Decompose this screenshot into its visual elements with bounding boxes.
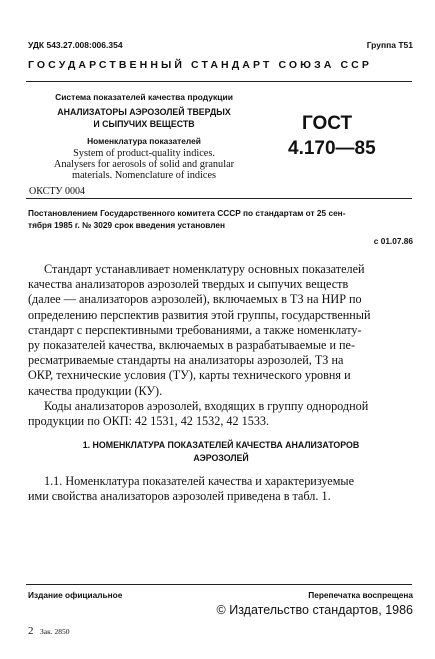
text-line: определению перспектив развития этой группы, государственный [28,307,371,322]
standard-title-line2: И СЫПУЧИХ ВЕЩЕСТВ [93,119,195,129]
title-block-rule [26,198,412,199]
english-title-line1: System of product-quality indices. [73,148,215,159]
english-title-line3: materials. Nomenclature of indices [71,170,217,181]
intro-paragraph-2 [28,399,414,429]
text-line: ОКР, технические условия (ТУ), карты технического уровня и [28,368,351,383]
text-line: ресматриваемые стандарты на анализаторы аэрозолей, ТЗ на [28,353,344,368]
udk-code: УДК 543.27.008:006.354 [28,40,123,50]
text-line: 1.1. Номенклатура показателей качества и характеризуемые [44,474,355,488]
text-line: качества продукции (КУ). [28,383,163,398]
footer-rule [26,584,412,585]
gost-number: 4.170—85 [288,138,376,159]
official-edition: Издание официальное [28,590,123,600]
section-1-heading-line1: 1. НОМЕНКЛАТУРА ПОКАЗАТЕЛЕЙ КАЧЕСТВА АНАЛИЗАТОРОВ [82,440,360,450]
group-code: Группа Т51 [366,40,413,50]
standard-subtitle: Номенклатура показателей [87,136,201,146]
copyright-notice: © Издательство стандартов, 1986 [216,603,413,617]
text-line: Коды анализаторов аэрозолей, входящих в группу однородной [44,399,369,413]
intro-paragraph-1 [28,262,414,399]
text-line: Стандарт устанавливает номенклатуру основных показателей [44,262,365,276]
text-line: качества анализаторов аэрозолей твердых и сыпучих веществ [28,277,349,292]
state-standard-heading: ГОСУДАРСТВЕННЫЙ СТАНДАРТ СОЮЗА ССР [28,59,372,71]
gost-label: ГОСТ [302,113,353,134]
header-rule [26,81,412,82]
english-title-line2: Analysers for aerosols of solid and granular [53,159,235,170]
resolution-line2: тября 1985 г. № 3029 срок введения установлен [28,220,226,230]
reprint-notice: Перепечатка воспрещена [308,590,413,600]
text-line: ру показателей качества, включаемых в разрабатываемые и пе- [28,338,356,353]
okstu-code: ОКСТУ 0004 [29,186,86,197]
text-line: ими свойства анализаторов аэрозолей приведена в табл. 1. [28,489,331,504]
standard-title-line1: АНАЛИЗАТОРЫ АЭРОЗОЛЕЙ ТВЕРДЫХ [57,107,231,117]
effective-date: с 01.07.86 [373,236,413,246]
text-line: стандарт с перспективными требованиями, а также номенклату- [28,322,362,337]
page-number: 2 [28,625,34,637]
system-title: Система показателей качества продукции [55,92,233,102]
resolution-line1: Постановлением Государственного комитета СССР по стандартам от 25 сен- [28,208,346,218]
section-1-heading-line2: АЭРОЗОЛЕЙ [193,453,249,463]
section-1-paragraph [28,474,414,504]
text-line: (далее — анализаторов аэрозолей), включаемых в ТЗ на НИР по [28,292,362,307]
order-number: Зак. 2850 [40,627,70,636]
text-line: продукции по ОКП: 42 1531, 42 1532, 42 1533. [28,414,270,429]
